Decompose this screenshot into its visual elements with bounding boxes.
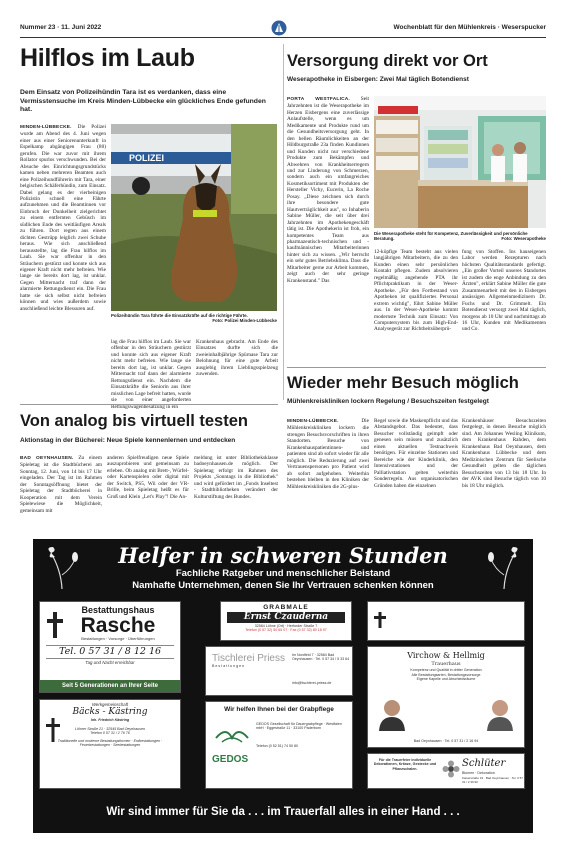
grabmale-title: GRABMALE xyxy=(263,604,309,611)
article2-photo xyxy=(374,96,546,228)
tischlerei-name: Tischlerei Priess xyxy=(212,653,285,664)
publication-line: Wochenblatt für den Mühlenkreis · Weserspucker xyxy=(393,24,546,31)
article3-col1 xyxy=(20,455,102,525)
tischlerei-mail: info@tischlerei-priess.de xyxy=(292,681,332,685)
article2-col3: fung von Stoffen. Ins hauseigenen Labor werden Rezepturen nach höchsten Qualitätsstandards gefertigt. „Ein großer Vorteil unseres Standortes ist zudem die enge Anbindung zu den Ärzten", erklärt Sabine Müller die gute Zusammenarbeit mit den in Eisbergen ansässigen Allgemeinmedizinern Dr. Fuchs und Dr. Grimmelt. Ein Botendienst versorgt zwei Mal täglich, morgens ab 10 Uhr und nachmittags ab 16 Uhr, Kunden mit Medikamenten und Co. xyxy=(462,249,546,333)
schlueter-address: Kaiserstraße 19 · Bad Oeynhausen · Tel. 0 57 31 / 2 39 90 xyxy=(462,776,523,785)
virchow-line3: Eigene Kapelle und Abschiedsräume xyxy=(416,676,476,681)
article2-col2: 12-köpfige Team besteht aus vielen langjährigen Mitarbeitern, die zu den Kunden einen sehr persönlichen Kontakt pflegen. Zudem absolvieren regelmäßig angehende PTA ihr Pflichtpraktikum in der Weser-Apotheke. „Für den Fortbestand von Apotheken ist qualifiziertes Personal extrem wichtig", führt Sabine Müller aus. In der Weser-Apotheke kommt modernste Technik zum Einsatz: Von Computersystem bis zum High-End-Analysegerät zur Richtheitsüberprü- xyxy=(374,249,458,333)
article4-subtitle: Mühlenkreiskliniken lockern Regelung / Besuchszeiten festgelegt xyxy=(287,398,489,405)
baecks-phone: Telefon 0 57 31 / 2 76 76 xyxy=(90,730,130,735)
article4-col3: Krankenhäuser Besuchszeiten festgelegt, in denen Besuche möglich sind. Am Johannes Wesling Klinikum, dem Krankenhaus Rahden, dem Krankenhaus Bad Oeynhausen, dem Krankenhaus Lübbecke und dem Medizinischen Zentrum für Seelische Gesundheit gelten die täglichen Besuchszeiten von 13 bis 18 Uhr. In der AVK sind Besuche täglich von 10 bis 18 Uhr möglich. xyxy=(462,418,546,489)
funeral-ads-block xyxy=(33,539,533,833)
flower-icon xyxy=(442,760,460,778)
issue-line: Nummer 23 · 11. Juni 2022 xyxy=(20,24,102,31)
banner-sub2: Namhafte Unternehmen, denen Sie Ihr Vertrauen schenken können xyxy=(132,580,434,591)
svg-text:POLIZEI: POLIZEI xyxy=(129,153,165,163)
ad-rahlmeyer xyxy=(367,601,525,641)
lily-right-icon xyxy=(485,545,523,591)
banner-sub1: Fachliche Ratgeber und menschlicher Beistand xyxy=(175,568,391,579)
rahlmeyer-top xyxy=(368,602,524,604)
ad-schlueter xyxy=(367,753,525,789)
ad-tischlerei xyxy=(205,646,353,696)
virchow-sub: Trauerhaus xyxy=(431,661,461,667)
article3-col2: anderen Spielfreudigen neue Spiele auszuprobieren und gemeinsam zu erleben. Ob analog mit Brett-, Würfel- oder Kartenspielen oder digital mit der Switch, PS5, Wii oder der VR-Brille, beim Spieletag heißt es für Groß und Klein „Let's Play"! Die An- xyxy=(107,455,189,500)
grabpflege-phone: Telefon (0 52 51) 74 50 80 xyxy=(256,744,298,748)
baecks-address: Löhner Straße 21 · 32545 Bad Oeynhausen xyxy=(75,726,145,731)
article2-caption xyxy=(374,231,546,242)
ad-baecks xyxy=(39,699,181,789)
virchow-portrait-left xyxy=(378,697,406,731)
grabpflege-address: GEDOS Gesellschaft für Dauergrabpflege · Westfalen mbH · Eggestraße 11 · 33100 Paderborn xyxy=(256,722,342,731)
ad-grabpflege xyxy=(205,701,353,789)
baecks-sub: Inh. Friedrich Kästring xyxy=(90,718,130,723)
article4-col1-text: Die Mühlenkreiskliniken lockern die strengen Besuchsvorschriften in ihren Standorten. Besuche von Krankenhauspatientinnen- und patienten sind ab sofort wieder für alle möglich. Die Reduzierung auf zwei Vertrauenspersonen pro Patient wird ab sofort aufgehoben. Weiterhin bestehen bleiben in den Kliniken der Mühlenkreiskliniken die 2G-plus- xyxy=(287,418,369,490)
tischlerei-address: Im Nordfeld 7 · 32584 Bad Oeynhausen · Tel. 0 57 34 / 5 33 64 xyxy=(292,653,350,662)
rahlmeyer-cross-icon xyxy=(374,612,386,628)
article3-title: Von analog bis virtuell testen xyxy=(20,412,248,430)
virchow-line1: Kompetenz und Qualität in dritter Generation xyxy=(410,668,482,673)
article4-title: Wieder mehr Besuch möglich xyxy=(287,374,519,392)
virchow-line2: Alle Bestattungsarten, Bestattungsvorsorge xyxy=(411,672,481,677)
gedos-logo-icon xyxy=(212,724,252,752)
grabpflege-title: Wir helfen Ihnen bei der Grabpflege xyxy=(224,706,334,713)
lily-left-icon xyxy=(43,545,81,591)
rasche-name: Rasche xyxy=(80,614,156,637)
schlueter-sub: Blumen · Dekoration xyxy=(462,771,495,775)
article2-title: Versorgung direkt vor Ort xyxy=(287,52,488,70)
article1-photo xyxy=(111,124,277,311)
rasche-generations: Seit 5 Generationen an Ihrer Seite xyxy=(40,680,180,692)
article4-col2: Regel sowie die Maskenpflicht und das Abstandsgebot. Das bedeutet, dass Besucher vollständig geimpft oder genesen sein müssen und zusätzlich einen aktuellen Testnachweis benötigen. Für einzelne Stationen und Bereiche wie der Kinderklinik, den Intensivstationen und der Palliativstation gelten weiterhin Sonderregeln. Aus organisatorischen Gründen haben die einzelnen xyxy=(374,418,458,489)
schlueter-left-text: Für die Trauerfeier individuelle Dekorationen, Kränze, Gestecke und Pflanzschalen. xyxy=(373,758,437,771)
article1-bottom-rule xyxy=(20,404,278,405)
article3-col1-text: Zu einem Spieletag ist die Stadtbücherei am Sonntag, 12. Juni, von 14 bis 17 Uhr eingeladen. Der Tag ist im Rahmen der Sonntagsöffnung bietet der Spieletag der Stadtbücherei in Kooperation mit dem Verein Spielewiese die Möglichkeit, gemeinsam mit xyxy=(20,455,102,514)
baecks-name: Bäcks - Kästring xyxy=(72,707,148,718)
virchow-contact: Bad Oeynhausen · Tel. 0 57 31 / 2 16 94 xyxy=(413,738,479,743)
schlueter-name: Schlüter xyxy=(462,758,506,769)
tischlerei-sub: Bestattungen xyxy=(212,664,246,668)
article2-photo-credit: Foto: Weserapotheke xyxy=(501,236,546,242)
article1-caption-text: Polizeihündin Tara führte die Einsatzkräfte auf die richtige Fährte. xyxy=(111,313,248,318)
rasche-sub: Bestattungen · Vorsorge · Überführungen xyxy=(81,636,155,641)
article1-dateline: MINDEN-LÜBBECKE. xyxy=(20,125,72,130)
ad-rasche xyxy=(39,601,181,693)
baecks-notes: Traditionelle und moderne Bestattungsformen · Erdbestattungen · Feuerbestattungen · Seebestattungen xyxy=(57,739,163,748)
article2-col1-text: Seit Jahrzehnten ist die Weserapotheke im Herzen Eisbergens eine zuverlässige Anlaufstelle, wenn es um Medikamente und Produkte rund um die Gesundheitsversorgung geht. In den hellen Räumlichkeiten an der Hildburgstraße 23a finden Kundinnen und Kunden nicht nur verschiedene Produkte zum Bekämpfen und Abwehren von Krankheitserregern und zur Linderung von Schmerzen, sondern auch ein umfangreiches Kosmetiksortiment mit Produkten der Hersteller Vichy, Eucerin, La Roche Posay. „Diese zeichnen sich durch ihre besondere gute Hautverträglichkeit aus", so Inhaberin Sabine Müller, die seit über drei Jahrzehnten im Apothekengeschäft tätig ist. Die Apothekerin ist froh, ein kompetentes Team aus pharmazeutisch-technischen und -kaufmännischen Mitarbeiterinnen hinter sich zu wissen. „Wir herrscht ein sehr gutes Betriebsklima. Dass die Mitarbeiter gerne zur Arbeit kommen, zeigt auch der sehr geringe Krankenstand." Das xyxy=(287,96,370,284)
article2-dateline: PORTA WESTFALICA. xyxy=(287,97,350,102)
article3-subtitle: Aktionstag in der Bücherei: Neue Spiele kennenlernen und entdecken xyxy=(20,437,236,444)
article1-col2: lag die Frau hilflos im Laub. Sie war offenbar in den Sträuchern gestürzt und konnte sich aus eigener Kraft nicht mehr befreien. Wie lange sie bereits dort lag, ist unklar. Gegen Mitternacht traf dann der alarmierte Rettungsdienst ein. Nachdem die Einsatzkräfte die Seniorin aus ihrer misslichen Lage befreit hatten, wurde sie von einer angeforderten Rettungswagenbesatzung in ein xyxy=(111,339,191,410)
baecks-cross-icon xyxy=(46,718,60,742)
rasche-phone: Tel. 0 57 31 / 8 12 16 xyxy=(46,645,174,659)
rasche-top: Bestattungshaus xyxy=(81,605,155,615)
virchow-portrait-right xyxy=(486,697,514,731)
grabpflege-name: GEDOS xyxy=(212,754,249,765)
header-rule xyxy=(20,37,546,38)
article4-col1 xyxy=(287,418,369,529)
banner-title: Helfer in schweren Stunden xyxy=(118,543,448,568)
column-divider xyxy=(283,44,284,400)
mill-logo-icon xyxy=(271,20,287,36)
ad-virchow xyxy=(367,646,525,748)
article3-col3: meldung ist unter Bibliotheksklasse badoeynhausen.de möglich. Der Spieletag erfolgt im Rahmen des Projekts „Sonntags in die Bibliothek" und wird gefördert im „Fonds Inseltest - Stadtbibliotheken verändert der Kulturstiftung des Bundes. xyxy=(194,455,278,500)
article1-lead: Dem Einsatz von Polizeihündin Tara ist es verdanken, dass eine Vermisstensuche im Kreis Minden-Lübbecke ein glückliches Ende gefunden hat. xyxy=(20,89,266,114)
ads-banner xyxy=(33,539,533,597)
grabmale-address: 32584 Löhne (Ort) · Herforder Straße 7 xyxy=(254,624,318,628)
cross-icon xyxy=(46,612,64,638)
article2-caption-text: Die Weserapotheke steht für Kompetenz, Zuverlässigkeit und persönliche Beratung. xyxy=(374,231,528,242)
grabmale-phone: Telefon (0 57 32) 50 65 07 · Fax (0 57 32) 80 18 97 xyxy=(245,628,327,633)
article1-photo-credit: Foto: Polizei Minden-Lübbecke xyxy=(212,318,277,324)
article1-title: Hilflos im Laub xyxy=(20,44,195,72)
baecks-top: Werkgemeinschaft xyxy=(91,702,129,707)
article1-caption xyxy=(111,313,277,324)
article3-dateline: BAD OEYNHAUSEN. xyxy=(20,456,74,461)
article4-dateline: MINDEN-LÜBBECKE. xyxy=(287,419,339,424)
ads-footer: Wir sind immer für Sie da . . . im Trauerfall alles in einer Hand . . . xyxy=(106,806,460,818)
grabmale-name: Ernst Czauderna xyxy=(227,612,345,623)
article2-subtitle: Weserapotheke in Eisbergen: Zwei Mal täglich Botendienst xyxy=(287,76,469,83)
article1-col1 xyxy=(20,124,106,392)
article1-col3: Krankenhaus gebracht. Am Ende des Einsatzes durfte sich die zweieinhalbjährige Spürnase Tara zur Belohnung für eine gute Arbeit ausgiebig ihrem Lieblingsspielzeug zuwenden. xyxy=(196,339,278,378)
article2-col1 xyxy=(287,96,369,358)
ad-grabmale xyxy=(220,601,352,641)
article1-col1-text: Die Polizei wurde am Abend des 4. Juni wegen einer aus einer Seniorenunterkunft in Espelkamp abgängigen Frau (80) gerufen. Die war zuvor mit ihrem Rollator spurlos verschwunden. Bei der Absuche des Einrichtungsgrundstücks kamen neben mehreren Beamten auch eine Polizeihundführerin mit Tara, einer belgischen Schäferhündin, zum Einsatz. Dabei gelang es der vierbeinigen Polizistin schnell eine Fährte aufzunehmen und die Beamtinnen vor Einbruch der Dunkelheit zielgerichtet zu einem entfernten Gebüsch im südlichen Ende des weitläufigen Areals zu führen. Dort regten aus einem dichten Gestrüpp leiglich zwei Schuhe heraus. Wie sich anschließend herausstellte, lag die Frau hilflos im Laub. Sie war offenbar in den Sträuchern gestürzt und konnte sich aus eigener Kraft nicht mehr befreien. Wie lange sie bereits dort lag, ist unklar. Gegen Mitternacht traf dann der alarmierte Rettungsdienst ein. Die Frau hatte sie sich selbst nicht befreien können und wies außerdem sowie anschließend leichte Blessuren auf. xyxy=(20,124,106,312)
article2-rule xyxy=(287,367,546,368)
virchow-title: Virchow & Hellmig xyxy=(407,651,485,660)
rasche-note: Tag und Nacht erreichbar xyxy=(85,660,135,666)
